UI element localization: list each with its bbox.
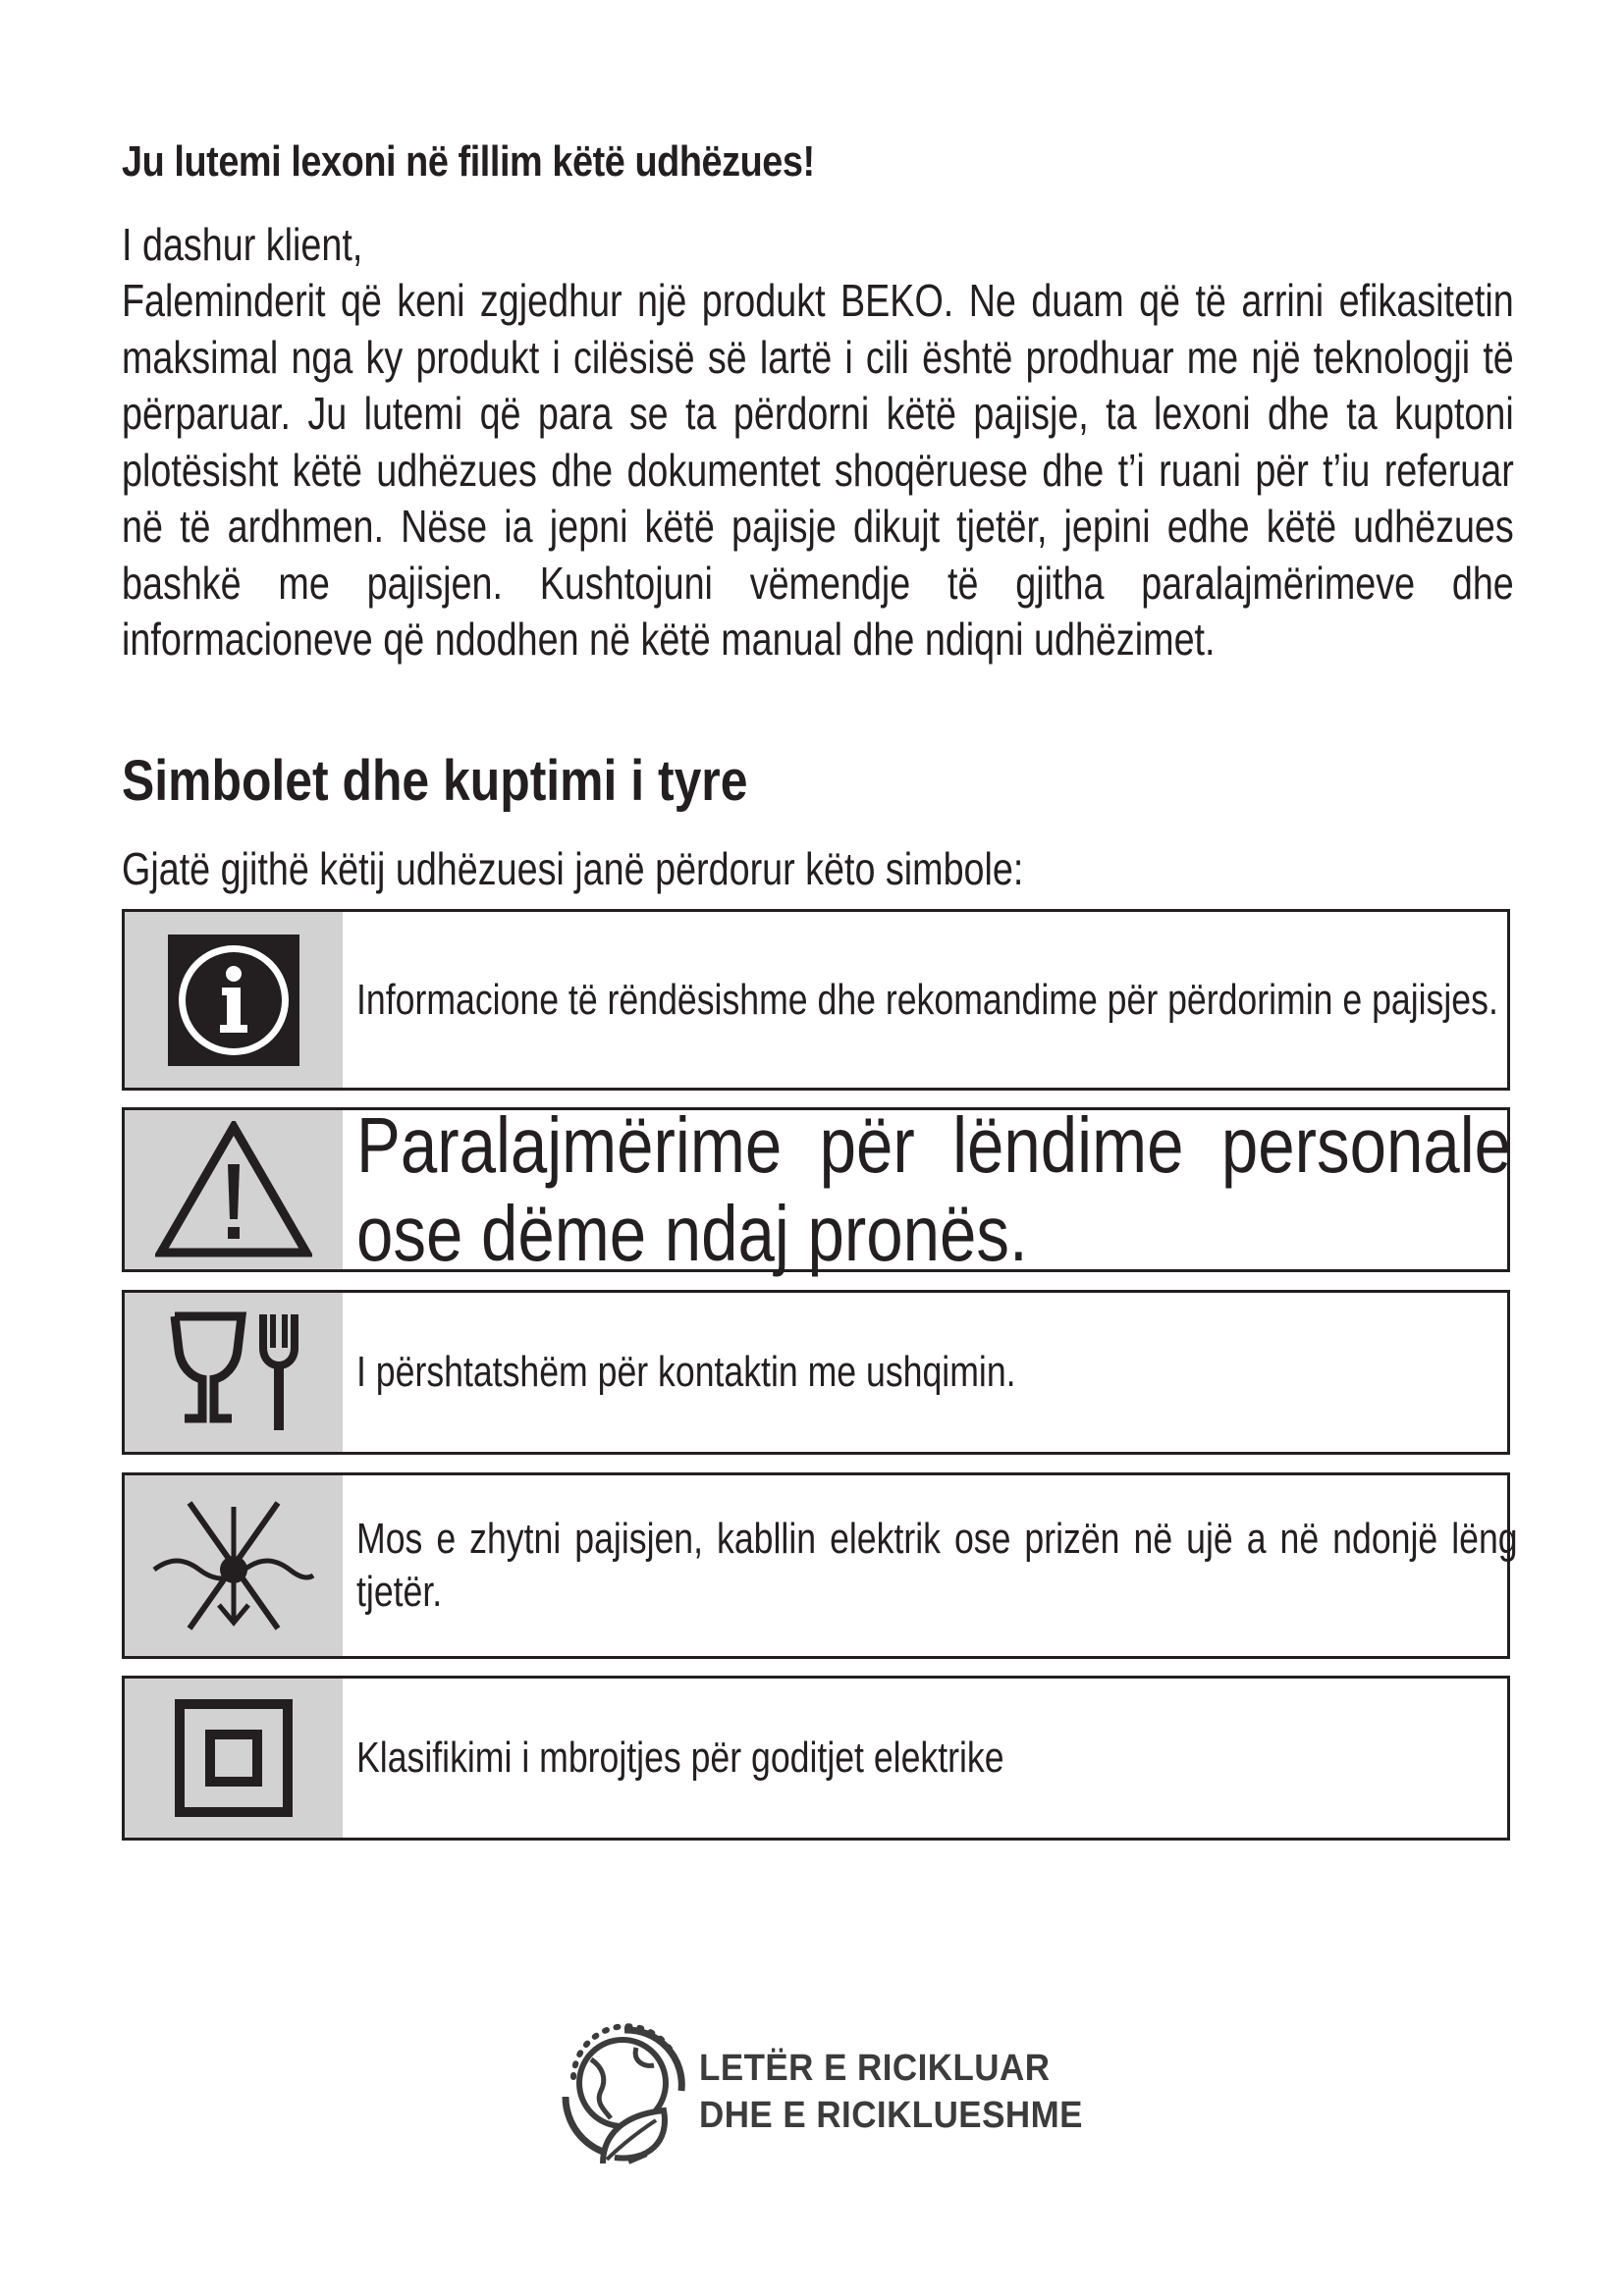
symbol-row-food xyxy=(122,1290,1510,1455)
intro-paragraph: Faleminderit që keni zgjedhur një produkt BEKO. Ne duam që të arrini efikasitetin maksimal nga ky produkt i cilësisë së lartë i cili është prodhuar me një teknologji të përparuar. Ju lutemi që para se ta përdorni këtë pajisje, ta lexoni dhe ta kuptoni plotësisht këtë udhëzues dhe dokumentet shoqëruese dhe t’i ruani për t’iu referuar në të ardhmen. Nëse ia jepni këtë pajisje dikujt tjetër, jepini edhe këtë udhëzues bashkë me pajisjen. Kushtojuni vëmendje të gjitha paralajmërimeve dhe informacioneve që ndodhen në këtë manual dhe ndiqni udhëzimet. xyxy=(122,275,1514,665)
symbol-text-cell xyxy=(343,1293,1507,1452)
food-contact-icon xyxy=(165,1308,302,1436)
symbols-heading: Simbolet dhe kuptimi i tyre xyxy=(122,749,748,813)
symbol-row-immersion xyxy=(122,1472,1518,1659)
symbol-description: Mos e zhytni pajisjen, kabllin elektrik ose prizën në ujë a në ndonjë lëng tjetër. xyxy=(356,1515,1518,1616)
symbol-cell xyxy=(125,1475,343,1656)
symbol-row-insulation xyxy=(122,1676,1510,1841)
symbol-cell xyxy=(125,1293,343,1452)
symbol-text-cell xyxy=(343,912,1624,1088)
symbol-text-cell xyxy=(343,1101,1624,1277)
symbol-description: I përshtatshëm për kontaktin me ushqimin. xyxy=(356,1348,1016,1396)
symbol-cell xyxy=(125,1679,343,1838)
symbol-description: Informacione të rëndësishme dhe rekomandime për përdorimin e pajisjes. xyxy=(356,975,1498,1024)
symbol-row-warning xyxy=(122,1101,1511,1277)
double-insulation-icon xyxy=(175,1699,293,1817)
recycled-paper-icon xyxy=(546,2008,693,2165)
page-title: Ju lutemi lexoni në fillim këtë udhëzues! xyxy=(122,137,815,186)
symbols-lead: Gjatë gjithë këtij udhëzuesi janë përdorur këto simbole: xyxy=(122,843,1024,894)
symbol-description: Paralajmërime për lëndime personale ose dëme ndaj pronës. xyxy=(356,1101,1511,1277)
logo-line-2: DHE E RICIKLUESHME xyxy=(699,2095,1083,2136)
no-immersion-icon xyxy=(150,1497,317,1634)
symbol-text-cell xyxy=(343,1679,1507,1838)
logo-line-1: LETËR E RICIKLUAR xyxy=(699,2048,1051,2089)
warning-icon xyxy=(155,1121,312,1258)
symbol-text-cell xyxy=(343,1475,1624,1656)
symbol-row-info xyxy=(122,909,1510,1091)
recycled-paper-logo xyxy=(546,2008,1096,2175)
info-icon xyxy=(168,934,299,1066)
symbol-description: Klasifikimi i mbrojtjes për goditjet elektrike xyxy=(356,1734,1004,1782)
greeting: I dashur klient, xyxy=(122,219,363,270)
symbol-cell xyxy=(125,912,343,1088)
symbol-cell xyxy=(125,1110,343,1269)
